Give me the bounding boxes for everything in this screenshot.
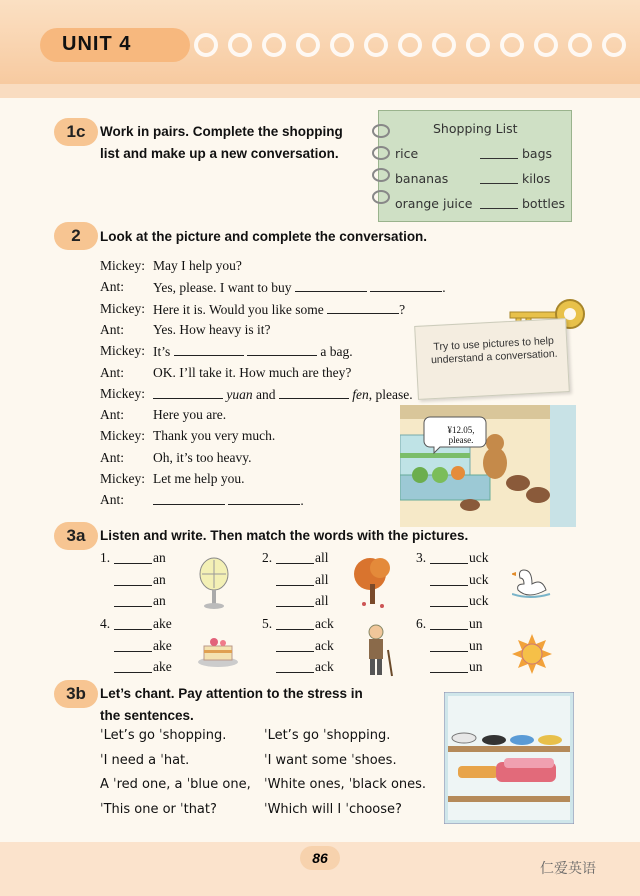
- answer-blank[interactable]: [228, 492, 300, 505]
- answer-blank[interactable]: [174, 343, 244, 356]
- dialogue-line: [153, 386, 413, 403]
- word-ending: ack: [315, 616, 334, 631]
- answer-blank[interactable]: [153, 492, 225, 505]
- answer-blank[interactable]: [276, 672, 314, 673]
- section-label-3b: 3b: [54, 680, 98, 708]
- ring-decoration: [228, 33, 252, 57]
- dialogue-line: [153, 492, 304, 509]
- word-ending: all: [315, 571, 329, 587]
- chant-line: ˈI need a ˈhat.: [100, 752, 190, 768]
- item-number: 1.: [100, 550, 111, 565]
- shopping-item: bananas: [395, 171, 449, 186]
- dialogue-text: a bag.: [320, 344, 353, 360]
- dialogue-text: Yes, please. I want to buy: [153, 280, 292, 296]
- answer-blank[interactable]: [114, 672, 152, 673]
- word-ending: ake: [153, 659, 172, 674]
- word-ending: ake: [153, 616, 172, 631]
- item-number: 3.: [416, 550, 427, 565]
- section-label-1c: 1c: [54, 118, 98, 146]
- dialogue-line: [153, 258, 242, 274]
- dialogue-text: OK. I’ll take it. How much are they?: [153, 364, 352, 380]
- answer-blank[interactable]: [276, 563, 314, 564]
- blank-line: [480, 158, 518, 159]
- ring-decoration: [534, 33, 558, 57]
- speaker-label: Mickey:: [100, 385, 145, 401]
- dialogue-line: [153, 365, 351, 381]
- header-band-lower: [0, 84, 640, 98]
- speaker-label: Ant:: [100, 407, 125, 423]
- dialogue-text: , please.: [368, 386, 413, 402]
- tree-falling-icon: [350, 554, 398, 610]
- speaker-label: Ant:: [100, 449, 125, 465]
- instruction-1c-line2: list and make up a new conversation.: [100, 146, 339, 161]
- dialogue-text: Yes. How heavy is it?: [153, 321, 271, 337]
- section-label-3a: 3a: [54, 522, 98, 550]
- instruction-1c-line1: Work in pairs. Complete the shopping: [100, 124, 343, 139]
- item-number: 4.: [100, 616, 111, 631]
- word-ending: an: [153, 593, 166, 608]
- tip-text: Try to use pictures to help understand a conversation.: [430, 334, 558, 367]
- item-number: 2.: [262, 550, 273, 565]
- answer-blank[interactable]: [247, 343, 317, 356]
- ring-decoration: [330, 33, 354, 57]
- chant-line: ˈWhite ones, ˈblack ones.: [264, 777, 427, 792]
- instruction-3a: Listen and write. Then match the words with the pictures.: [100, 528, 469, 543]
- answer-blank[interactable]: [114, 651, 152, 652]
- word-ending: uck: [469, 550, 489, 565]
- answer-blank[interactable]: [276, 585, 314, 586]
- instruction-3b-line2: the sentences.: [100, 708, 194, 723]
- answer-blank[interactable]: [327, 301, 399, 314]
- speaker-label: Ant:: [100, 279, 125, 295]
- word-ending: ack: [315, 637, 334, 653]
- price-bubble-text: ¥12.05, please.: [447, 425, 475, 445]
- ring-decoration: [398, 33, 422, 57]
- chant-line: ˈLet’s go ˈshopping.: [264, 728, 391, 743]
- shopping-unit: kilos: [522, 171, 551, 186]
- word-ending: an: [153, 550, 166, 565]
- dialogue-text: Oh, it’s too heavy.: [153, 449, 252, 465]
- shop-illustration: [400, 405, 576, 527]
- ring-decoration: [568, 33, 592, 57]
- spiral-icon: [372, 190, 390, 204]
- speaker-label: Mickey:: [100, 471, 145, 486]
- dialogue-line: [153, 407, 226, 423]
- dialogue-line: [153, 343, 353, 360]
- word-ending: an: [153, 571, 166, 587]
- spiral-icon: [372, 168, 390, 182]
- unit-title: UNIT 4: [62, 33, 132, 55]
- ring-decoration: [466, 33, 490, 57]
- speaker-label: Mickey:: [100, 343, 145, 359]
- dialogue-line: [153, 428, 275, 444]
- spiral-icon: [372, 146, 390, 160]
- answer-blank[interactable]: [276, 651, 314, 652]
- speaker-label: Mickey:: [100, 258, 145, 273]
- chant-line: ˈLet’s go ˈshopping.: [100, 728, 227, 743]
- ring-decoration: [296, 33, 320, 57]
- answer-blank[interactable]: [114, 585, 152, 586]
- dialogue-line: [153, 450, 252, 466]
- dialogue-text: ?: [399, 301, 406, 317]
- word-ending: ake: [153, 637, 172, 653]
- dialogue-text: It’s: [153, 344, 171, 360]
- item-number: 6.: [416, 616, 427, 631]
- word-ending: un: [469, 616, 483, 631]
- page-number: 86: [300, 846, 340, 870]
- answer-blank[interactable]: [430, 606, 468, 607]
- word-ending: uck: [469, 593, 489, 608]
- word-ending: ack: [315, 659, 334, 674]
- answer-blank[interactable]: [276, 606, 314, 607]
- word-ending: uck: [469, 571, 489, 587]
- dialogue-text: .: [442, 280, 446, 296]
- dialogue-text: yuan: [226, 386, 253, 402]
- answer-blank[interactable]: [430, 563, 468, 564]
- watermark: 仁爱英语: [540, 860, 596, 876]
- ring-decoration: [262, 33, 286, 57]
- dialogue-line: [153, 322, 271, 338]
- chant-line: ˈThis one or ˈthat?: [100, 801, 217, 817]
- decorative-rings: [190, 28, 630, 62]
- chant-line: A ˈred one, a ˈblue one,: [100, 777, 251, 792]
- answer-blank[interactable]: [114, 606, 152, 607]
- dialogue-line: [153, 471, 244, 487]
- answer-blank[interactable]: [430, 629, 468, 630]
- instruction-2: Look at the picture and complete the conversation.: [100, 229, 428, 244]
- answer-blank[interactable]: [430, 672, 468, 673]
- word-ending: all: [315, 593, 329, 608]
- answer-blank[interactable]: [114, 563, 152, 564]
- instruction-3b-line1: Let’s chant. Pay attention to the stress in: [100, 686, 363, 701]
- dialogue-line: [153, 279, 446, 296]
- speaker-label: Ant:: [100, 492, 125, 508]
- shopping-unit: bags: [522, 146, 553, 161]
- ring-decoration: [364, 33, 388, 57]
- section-label-2: 2: [54, 222, 98, 250]
- chant-line: ˈI want some ˈshoes.: [264, 752, 397, 768]
- ring-decoration: [432, 33, 456, 57]
- answer-blank[interactable]: [279, 386, 349, 399]
- shoe-shelf-illustration: [444, 692, 574, 824]
- dialogue-text: Thank you very much.: [153, 428, 276, 444]
- item-number: 5.: [262, 616, 273, 631]
- answer-blank[interactable]: [430, 585, 468, 586]
- shopping-list-title: Shopping List: [433, 121, 518, 136]
- answer-blank[interactable]: [276, 629, 314, 630]
- answer-blank[interactable]: [295, 279, 367, 292]
- word-ending: un: [469, 659, 483, 674]
- dialogue-text: Let me help you.: [153, 471, 245, 486]
- answer-blank[interactable]: [430, 651, 468, 652]
- word-ending: all: [315, 550, 329, 565]
- shopping-item: orange juice: [395, 196, 473, 211]
- answer-blank[interactable]: [153, 386, 223, 399]
- ring-decoration: [602, 33, 626, 57]
- speaker-label: Ant:: [100, 321, 125, 337]
- dialogue-text: .: [300, 493, 304, 509]
- dialogue-line: [153, 301, 405, 318]
- cake-icon: [196, 632, 240, 668]
- blank-line: [480, 183, 518, 184]
- dialogue-text: and: [256, 386, 276, 402]
- dialogue-text: fen: [352, 386, 369, 402]
- ring-decoration: [194, 33, 218, 57]
- dialogue-text: Here you are.: [153, 407, 227, 423]
- spiral-icon: [372, 124, 390, 138]
- speaker-label: Ant:: [100, 364, 125, 380]
- blank-line: [480, 208, 518, 209]
- speaker-label: Mickey:: [100, 300, 145, 316]
- speaker-label: Mickey:: [100, 428, 145, 444]
- answer-blank[interactable]: [370, 279, 442, 292]
- chant-line: ˈWhich will I ˈchoose?: [264, 801, 402, 817]
- duck-icon: [512, 562, 552, 602]
- ring-decoration: [500, 33, 524, 57]
- dialogue-text: May I help you?: [153, 258, 242, 273]
- old-man-icon: [358, 622, 398, 678]
- shopping-item: rice: [395, 146, 419, 161]
- fan-icon: [196, 554, 236, 610]
- answer-blank[interactable]: [114, 629, 152, 630]
- dialogue-text: Here it is. Would you like some: [153, 301, 324, 317]
- sun-icon: [512, 634, 552, 674]
- shopping-unit: bottles: [522, 196, 566, 211]
- word-ending: un: [469, 637, 483, 653]
